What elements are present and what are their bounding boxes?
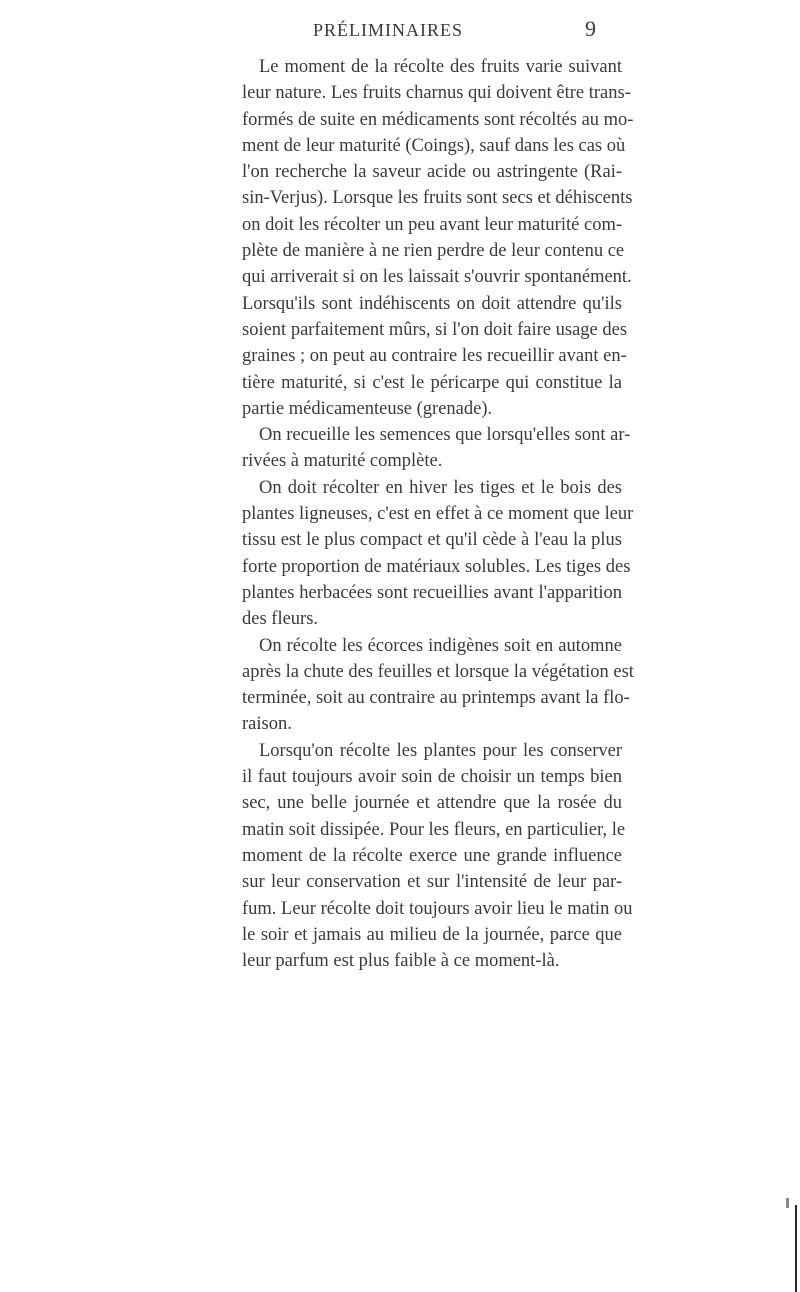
text-line: tière maturité, si c'est le péricarpe qui constitue la <box>242 372 622 393</box>
text-line: plète de manière à ne rien perdre de leur contenu ce <box>242 241 625 262</box>
text-line: Lorsqu'ils sont indéhiscents on doit attendre qu'ils <box>242 293 622 314</box>
text-line: matin soit dissipée. Pour les fleurs, en particulier, le <box>242 819 626 840</box>
body-text <box>242 54 634 974</box>
text-line: on doit les récolter un peu avant leur maturité com- <box>242 214 622 235</box>
page-number: 9 <box>585 16 596 41</box>
text-line: fum. Leur récolte doit toujours avoir lieu le matin ou <box>242 898 633 919</box>
page-header <box>0 16 800 48</box>
text-line: le soir et jamais au milieu de la journée, parce que <box>242 924 622 945</box>
text-line: soient parfaitement mûrs, si l'on doit faire usage des <box>242 319 628 340</box>
page-edge-rule <box>795 1205 797 1292</box>
text-line: plantes herbacées sont recueillies avant l'apparition <box>242 582 622 603</box>
text-line: sur leur conservation et sur l'intensité de leur par- <box>242 872 622 893</box>
scan-mark <box>786 1198 789 1208</box>
text-line: raison. <box>242 714 292 735</box>
text-line: formés de suite en médicaments sont récoltés au mo- <box>242 109 634 130</box>
text-line: forte proportion de matériaux solubles. Les tiges des <box>242 556 631 577</box>
text-line: On doit récolter en hiver les tiges et le bois des <box>259 477 622 498</box>
text-line: leur parfum est plus faible à ce moment-là. <box>242 951 560 972</box>
text-line: ment de leur maturité (Coings), sauf dans les cas où <box>242 135 626 156</box>
text-line: sin-Verjus). Lorsque les fruits sont secs et déhiscents <box>242 188 633 209</box>
text-line: On recueille les semences que lorsqu'elles sont ar- <box>259 425 631 446</box>
text-line: graines ; on peut au contraire les recueillir avant en- <box>242 346 627 367</box>
text-line: leur nature. Les fruits charnus qui doivent être trans- <box>242 83 631 104</box>
text-line: des fleurs. <box>242 609 319 630</box>
text-line: terminée, soit au contraire au printemps avant la flo- <box>242 688 630 709</box>
text-line: plantes ligneuses, c'est en effet à ce moment que leur <box>242 504 634 525</box>
text-line: Lorsqu'on récolte les plantes pour les conserver <box>259 740 622 761</box>
running-head: PRÉLIMINAIRES <box>313 20 464 40</box>
text-line: moment de la récolte exerce une grande influence <box>242 845 622 866</box>
text-line: tissu est le plus compact et qu'il cède à l'eau la plus <box>242 530 622 551</box>
text-line: il faut toujours avoir soin de choisir un temps bien <box>242 767 622 788</box>
text-line: partie médicamenteuse (grenade). <box>242 398 493 419</box>
text-line: Le moment de la récolte des fruits varie suivant <box>259 57 622 77</box>
text-line: On récolte les écorces indigènes soit en automne <box>259 635 622 656</box>
text-line: l'on recherche la saveur acide ou astringente (Rai- <box>242 162 622 183</box>
text-line: rivées à maturité complète. <box>242 451 443 472</box>
text-line: après la chute des feuilles et lorsque la végétation est <box>242 661 634 682</box>
text-line: qui arriverait si on les laissait s'ouvrir spontanément. <box>242 267 632 288</box>
text-line: sec, une belle journée et attendre que la rosée du <box>242 793 622 814</box>
